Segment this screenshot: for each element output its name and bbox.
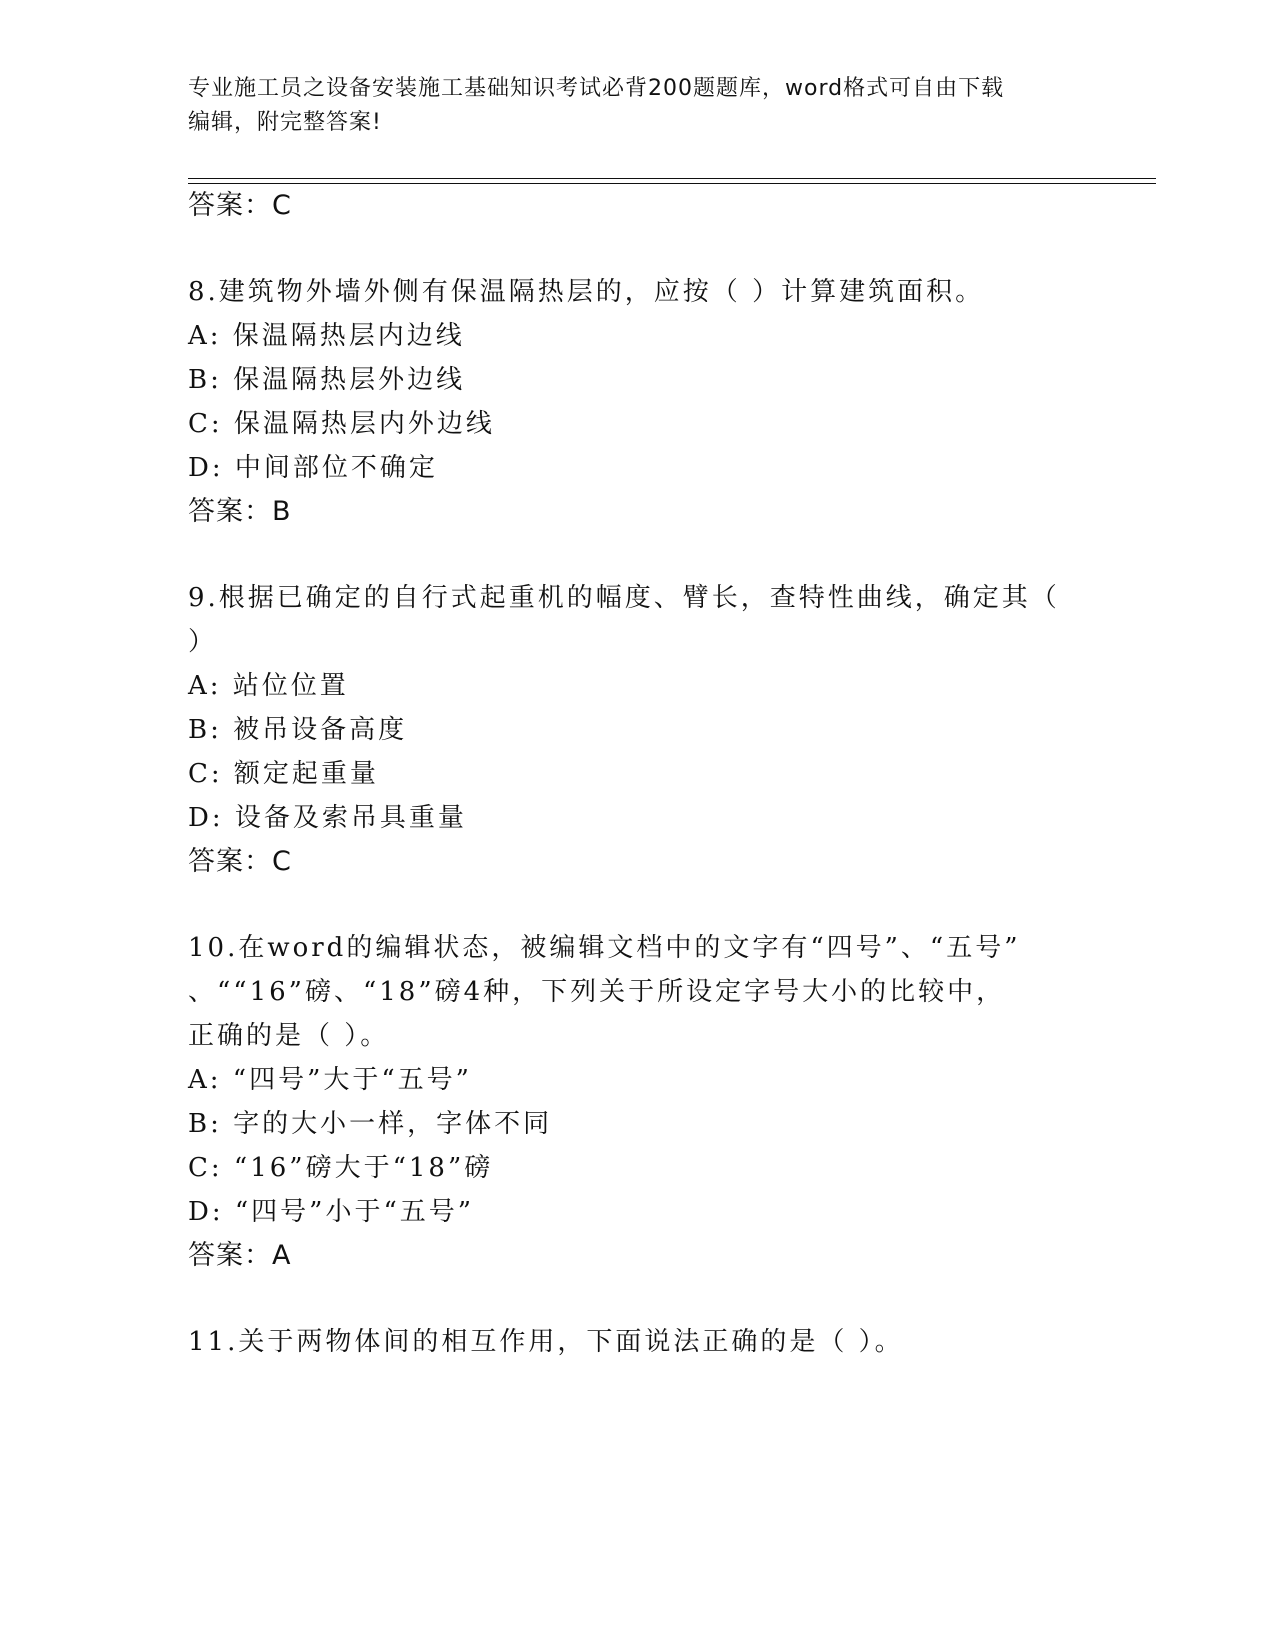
question-9-option-c: C: 额定起重量 bbox=[188, 759, 379, 789]
answer-q8: 答案：B bbox=[188, 496, 292, 527]
question-9-option-b: B: 被吊设备高度 bbox=[188, 715, 408, 745]
question-10-option-d: D: “四号”小于“五号” bbox=[188, 1197, 475, 1227]
question-8-option-d: D: 中间部位不确定 bbox=[188, 453, 438, 483]
header-divider-top bbox=[188, 178, 1156, 179]
answer-q9: 答案：C bbox=[188, 846, 292, 877]
header-title-line-2: 编辑，附完整答案! bbox=[188, 110, 382, 135]
question-9-option-a: A: 站位位置 bbox=[188, 671, 349, 701]
header-title-line-1: 专业施工员之设备安装施工基础知识考试必背200题题库，word格式可自由下载 bbox=[188, 76, 1005, 101]
question-9-stem-line-1: 9.根据已确定的自行式起重机的幅度、臂长，查特性曲线，确定其（ bbox=[188, 583, 1060, 613]
question-11-stem: 11.关于两物体间的相互作用，下面说法正确的是（ ）。 bbox=[188, 1327, 904, 1357]
question-10-stem-line-3: 正确的是（ ）。 bbox=[188, 1021, 390, 1051]
question-8-option-b: B: 保温隔热层外边线 bbox=[188, 365, 466, 395]
question-9-stem-line-2: ） bbox=[188, 627, 218, 657]
question-10-option-a: A: “四号”大于“五号” bbox=[188, 1065, 472, 1095]
question-8-option-c: C: 保温隔热层内外边线 bbox=[188, 409, 495, 439]
question-8-stem: 8.建筑物外墙外侧有保温隔热层的，应按（ ）计算建筑面积。 bbox=[188, 277, 985, 307]
question-8-option-a: A: 保温隔热层内边线 bbox=[188, 321, 465, 351]
answer-q10: 答案：A bbox=[188, 1240, 292, 1271]
question-10-stem-line-2: 、““16”磅、“18”磅4种，下列关于所设定字号大小的比较中， bbox=[188, 977, 1006, 1007]
document-header bbox=[188, 72, 1078, 140]
answer-q7: 答案：C bbox=[188, 190, 292, 221]
question-10-option-c: C: “16”磅大于“18”磅 bbox=[188, 1153, 494, 1183]
question-9-option-d: D: 设备及索吊具重量 bbox=[188, 803, 467, 833]
header-divider-bottom bbox=[188, 183, 1156, 184]
question-10-stem-line-1: 10.在word的编辑状态，被编辑文档中的文字有“四号”、“五号” bbox=[188, 933, 1021, 963]
question-10-option-b: B: 字的大小一样，字体不同 bbox=[188, 1109, 553, 1139]
